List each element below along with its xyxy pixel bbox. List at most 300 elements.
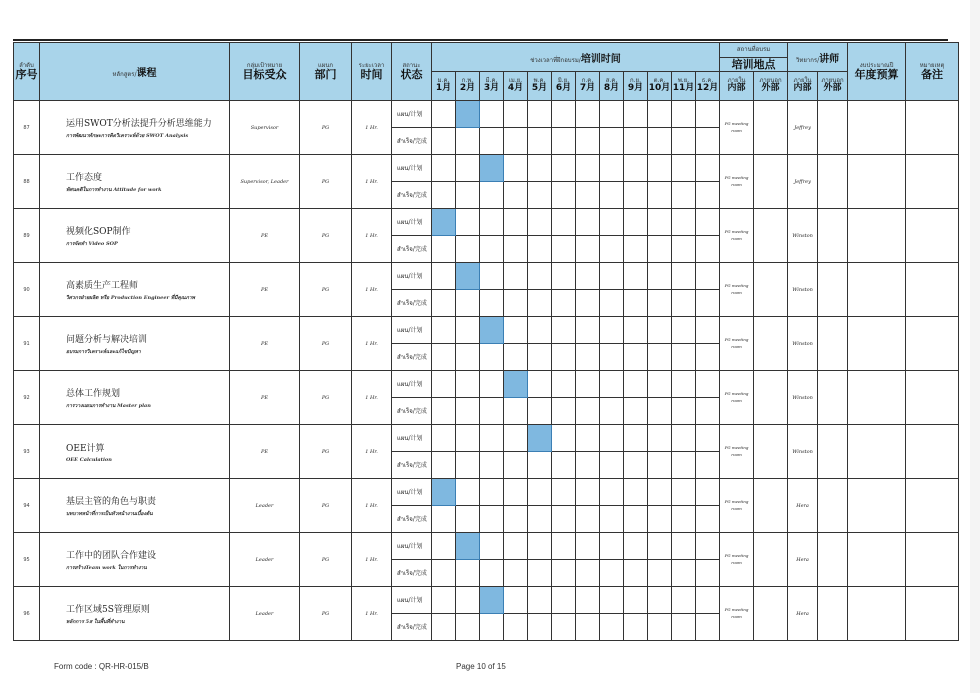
month-cell-done [600,236,624,263]
training-plan-sheet [13,42,948,637]
month-cell-done [624,182,648,209]
month-cell [576,263,600,290]
month-cell [504,533,528,560]
month-cell [552,155,576,182]
month-cell-done [504,290,528,317]
header-location: สถานที่อบรม [720,43,788,58]
table-row [14,101,959,128]
month-cell [672,533,696,560]
target-audience: PE [230,425,300,479]
status-plan: แผน/计划 [392,533,432,560]
month-cell-done [528,614,552,641]
month-cell [504,101,528,128]
month-cell [576,479,600,506]
month-cell [600,425,624,452]
month-cell-done [672,506,696,533]
month-cell [672,587,696,614]
month-cell [480,479,504,506]
month-cell [432,533,456,560]
table-row [14,533,959,560]
month-cell-done [576,560,600,587]
header-month-1: ม.ค. 1月 [432,72,456,101]
course-cell [40,533,230,587]
month-cell-done [600,614,624,641]
month-cell-done [504,182,528,209]
month-cell-done [552,614,576,641]
month-cell-done [456,344,480,371]
month-cell [648,263,672,290]
course-name-cn: 视频化SOP制作 [66,226,131,237]
department: PG [300,101,352,155]
month-cell-done [528,128,552,155]
month-cell-done [432,452,456,479]
trainer-external [818,263,848,317]
status-plan: แผน/计划 [392,479,432,506]
target-audience: Leader [230,587,300,641]
course-cell [40,425,230,479]
header-period: ช่วงเวลาที่ฝึกอบรม/培训时间 [432,43,720,72]
month-cell-done [480,290,504,317]
month-cell [504,587,528,614]
month-cell-done [648,290,672,317]
month-cell-done [576,344,600,371]
department: PG [300,587,352,641]
month-cell [600,101,624,128]
month-cell [696,209,720,236]
month-cell [648,425,672,452]
plan-month-marker [504,371,528,398]
status-done: สำเร็จ/完成 [392,290,432,317]
row-number: 92 [14,371,40,425]
course-name-th: OEE Calculation [66,456,112,463]
month-cell [576,155,600,182]
training-plan-table [13,42,959,641]
month-cell [696,425,720,452]
month-cell-done [456,182,480,209]
month-cell-done [432,344,456,371]
department: PG [300,479,352,533]
trainer-external [818,587,848,641]
plan-month-marker [480,155,504,182]
month-cell [600,317,624,344]
status-plan: แผน/计划 [392,101,432,128]
month-cell [696,479,720,506]
budget-cell [848,533,906,587]
month-cell-done [480,614,504,641]
header-month-4: เม.ย. 4月 [504,72,528,101]
header-month-2: ก.พ. 2月 [456,72,480,101]
month-cell [480,425,504,452]
month-cell-done [624,344,648,371]
month-cell-done [696,452,720,479]
course-cell [40,101,230,155]
header-remark: หมายเหตุ 备注 [906,43,959,101]
month-cell [576,317,600,344]
month-cell [600,479,624,506]
remark-cell [906,263,959,317]
duration: 1 Hr. [352,425,392,479]
month-cell-done [576,452,600,479]
budget-cell [848,425,906,479]
month-cell-done [432,290,456,317]
month-cell [480,101,504,128]
course-cell [40,155,230,209]
target-audience: Supervisor, Leader [230,155,300,209]
month-cell-done [456,506,480,533]
month-cell-done [456,398,480,425]
duration: 1 Hr. [352,317,392,371]
trainer-external [818,155,848,209]
location-external [754,209,788,263]
row-number: 94 [14,479,40,533]
table-row [14,155,959,182]
month-cell [672,209,696,236]
month-cell-done [456,128,480,155]
month-cell [600,155,624,182]
month-cell [432,371,456,398]
trainer-external [818,317,848,371]
course-name-th: หลักการ 5ส ในพื้นที่ทำงาน [66,618,125,625]
location-internal: PG meeting room [720,533,754,587]
trainer-internal: Hera [788,533,818,587]
month-cell-done [648,560,672,587]
trainer-internal: Winston [788,425,818,479]
month-cell [576,533,600,560]
month-cell [456,371,480,398]
row-number: 90 [14,263,40,317]
month-cell-done [432,560,456,587]
course-cell [40,317,230,371]
month-cell-done [528,182,552,209]
month-cell [528,371,552,398]
month-cell-done [696,560,720,587]
plan-month-marker [528,425,552,452]
month-cell-done [672,344,696,371]
month-cell [600,371,624,398]
month-cell-done [624,452,648,479]
budget-cell [848,479,906,533]
remark-cell [906,479,959,533]
month-cell-done [672,560,696,587]
course-name-th: การพัฒนาทักษะการคิดวิเคราะห์ด้วย SWOT Analysis [66,132,189,139]
row-number: 88 [14,155,40,209]
header-loc-external: ภายนอก 外部 [754,72,788,101]
course-name-th: การวางแผนการทำงาน Master plan [66,402,151,409]
header-month-6: มิ.ย. 6月 [552,72,576,101]
course-cell [40,263,230,317]
header-target: กลุ่มเป้าหมาย 目标受众 [230,43,300,101]
location-internal: PG meeting room [720,101,754,155]
month-cell [432,101,456,128]
month-cell [696,101,720,128]
table-row [14,209,959,236]
month-cell [552,209,576,236]
month-cell-done [528,506,552,533]
location-external [754,425,788,479]
month-cell-done [480,182,504,209]
row-number: 91 [14,317,40,371]
month-cell [696,533,720,560]
location-external [754,155,788,209]
budget-cell [848,155,906,209]
status-plan: แผน/计划 [392,587,432,614]
remark-cell [906,317,959,371]
month-cell [528,317,552,344]
header-status: สถานะ 状态 [392,43,432,101]
location-external [754,533,788,587]
month-cell [624,425,648,452]
month-cell [456,209,480,236]
month-cell [600,587,624,614]
month-cell [552,101,576,128]
month-cell-done [696,614,720,641]
location-internal: PG meeting room [720,317,754,371]
budget-cell [848,101,906,155]
location-external [754,317,788,371]
month-cell [624,317,648,344]
month-cell-done [600,506,624,533]
month-cell [432,425,456,452]
month-cell-done [552,128,576,155]
month-cell-done [648,398,672,425]
month-cell [504,155,528,182]
course-name-th: อบรมการวิเคราะห์และแก้ไขปัญหา [66,348,141,355]
plan-month-marker [432,209,456,236]
target-audience: Leader [230,533,300,587]
month-cell [480,371,504,398]
month-cell-done [552,506,576,533]
trainer-external [818,425,848,479]
month-cell-done [504,452,528,479]
course-cell [40,209,230,263]
month-cell [576,587,600,614]
plan-month-marker [480,317,504,344]
header-month-7: ก.ค. 7月 [576,72,600,101]
month-cell [576,425,600,452]
month-cell-done [576,398,600,425]
budget-cell [848,317,906,371]
target-audience: PE [230,263,300,317]
month-cell-done [456,236,480,263]
month-cell-done [600,560,624,587]
status-done: สำเร็จ/完成 [392,452,432,479]
month-cell-done [504,506,528,533]
department: PG [300,425,352,479]
month-cell [504,209,528,236]
table-row [14,263,959,290]
trainer-external [818,371,848,425]
status-done: สำเร็จ/完成 [392,344,432,371]
header-month-5: พ.ค. 5月 [528,72,552,101]
month-cell [696,371,720,398]
month-cell [456,425,480,452]
trainer-external [818,209,848,263]
month-cell-done [600,398,624,425]
month-cell [576,371,600,398]
month-cell [432,155,456,182]
month-cell-done [480,128,504,155]
month-cell [600,209,624,236]
month-cell [648,587,672,614]
month-cell-done [552,236,576,263]
location-internal: PG meeting room [720,371,754,425]
month-cell [456,317,480,344]
location-external [754,371,788,425]
course-cell [40,479,230,533]
month-cell [624,371,648,398]
trainer-external [818,479,848,533]
trainer-internal: Winston [788,209,818,263]
header-month-9: ก.ย. 9月 [624,72,648,101]
budget-cell [848,209,906,263]
budget-cell [848,263,906,317]
month-cell-done [504,398,528,425]
course-name-th: วิศวกรฝ่ายผลิต หรือ Production Engineer ที่มีคุณภาพ [66,294,195,301]
month-cell-done [696,182,720,209]
month-cell [672,317,696,344]
target-audience: PE [230,371,300,425]
month-cell-done [456,452,480,479]
header-budget: งบประมาณปี 年度预算 [848,43,906,101]
month-cell [648,371,672,398]
month-cell [432,317,456,344]
location-external [754,263,788,317]
department: PG [300,371,352,425]
course-name-cn: 工作区域5S管理原则 [66,604,150,615]
course-name-cn: 工作中的团队合作建设 [66,550,157,561]
duration: 1 Hr. [352,263,392,317]
month-cell [672,479,696,506]
month-cell-done [528,452,552,479]
month-cell-done [696,506,720,533]
department: PG [300,317,352,371]
header-month-8: ส.ค. 8月 [600,72,624,101]
month-cell-done [672,236,696,263]
remark-cell [906,209,959,263]
status-plan: แผน/计划 [392,263,432,290]
month-cell-done [624,560,648,587]
month-cell-done [672,290,696,317]
month-cell [648,317,672,344]
trainer-internal: Winston [788,371,818,425]
status-plan: แผน/计划 [392,371,432,398]
course-name-th: การสร้างTeam work ในการทำงาน [66,564,147,571]
month-cell [552,479,576,506]
month-cell [696,263,720,290]
month-cell-done [672,182,696,209]
month-cell-done [432,128,456,155]
status-plan: แผน/计划 [392,155,432,182]
department: PG [300,263,352,317]
month-cell-done [672,614,696,641]
month-cell-done [576,182,600,209]
scan-edge [970,0,980,693]
month-cell [672,425,696,452]
status-plan: แผน/计划 [392,425,432,452]
header-trainer-external: ภายนอก 外部 [818,72,848,101]
month-cell-done [504,128,528,155]
table-row [14,371,959,398]
location-internal: PG meeting room [720,479,754,533]
month-cell [624,533,648,560]
month-cell-done [504,236,528,263]
month-cell-done [696,128,720,155]
month-cell [624,263,648,290]
target-audience: Leader [230,479,300,533]
budget-cell [848,587,906,641]
month-cell [432,587,456,614]
month-cell [504,479,528,506]
month-cell-done [552,398,576,425]
month-cell [552,587,576,614]
month-cell-done [480,560,504,587]
course-name-th: การจัดทำ Video SOP [66,240,118,247]
month-cell [528,479,552,506]
month-cell-done [624,506,648,533]
duration: 1 Hr. [352,371,392,425]
month-cell-done [672,452,696,479]
month-cell [696,317,720,344]
header-location-main: 培训地点 [720,58,788,72]
month-cell-done [624,128,648,155]
month-cell [504,263,528,290]
course-name-cn: 总体工作规划 [66,388,121,399]
department: PG [300,533,352,587]
header-trainer-internal: ภายใน 内部 [788,72,818,101]
trainer-internal: Jeffrey [788,155,818,209]
duration: 1 Hr. [352,209,392,263]
month-cell-done [576,128,600,155]
status-plan: แผน/计划 [392,209,432,236]
trainer-internal: Winston [788,263,818,317]
month-cell-done [504,560,528,587]
month-cell [600,533,624,560]
month-cell [624,155,648,182]
month-cell-done [576,290,600,317]
row-number: 93 [14,425,40,479]
month-cell [528,533,552,560]
table-row [14,479,959,506]
header-month-10: ต.ค. 10月 [648,72,672,101]
header-month-12: ธ.ค. 12月 [696,72,720,101]
month-cell-done [456,614,480,641]
location-external [754,479,788,533]
month-cell [552,533,576,560]
trainer-external [818,533,848,587]
course-name-cn: 问题分析与解决培训 [66,334,148,345]
month-cell-done [456,560,480,587]
month-cell [456,587,480,614]
target-audience: Supervisor [230,101,300,155]
month-cell-done [528,236,552,263]
month-cell-done [624,290,648,317]
status-done: สำเร็จ/完成 [392,128,432,155]
duration: 1 Hr. [352,479,392,533]
month-cell-done [624,398,648,425]
month-cell [648,155,672,182]
month-cell [528,155,552,182]
page-number: Page 10 of 15 [456,662,506,671]
month-cell-done [600,128,624,155]
status-done: สำเร็จ/完成 [392,506,432,533]
status-plan: แผน/计划 [392,317,432,344]
trainer-internal: Winston [788,317,818,371]
header-course: หลักสูตร/课程 [40,43,230,101]
month-cell [576,101,600,128]
month-cell-done [480,236,504,263]
remark-cell [906,587,959,641]
month-cell-done [504,344,528,371]
